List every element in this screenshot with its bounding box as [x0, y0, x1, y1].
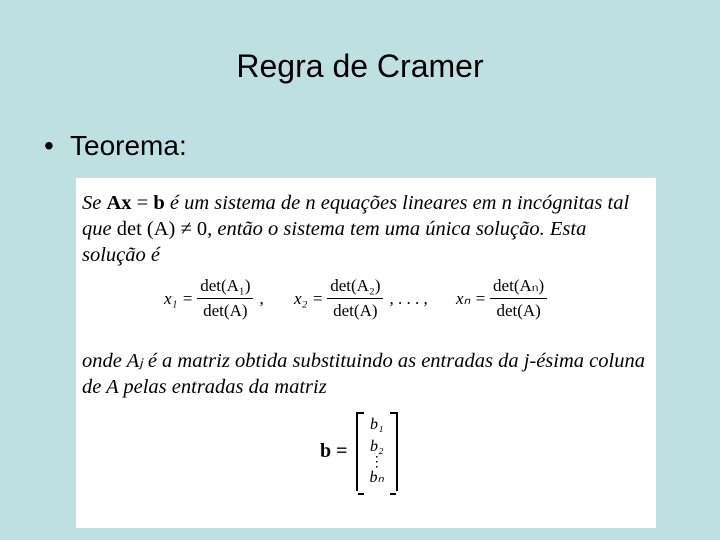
symbol-b: b	[153, 192, 165, 214]
bullet-item	[44, 130, 187, 162]
fraction-x2-numerator: det(A₂)	[327, 276, 383, 299]
vector-entry-b1: b₁	[369, 416, 384, 433]
fraction-xn	[490, 276, 547, 321]
vector-b	[320, 412, 398, 491]
fraction-x1-denominator: det(A)	[203, 301, 248, 320]
formula-x2	[294, 276, 428, 321]
text-solution-intro: , então o sistema tem uma única solução. Esta solução é	[82, 218, 587, 266]
symbol-equals: =	[131, 192, 154, 214]
bullet-text: Teorema:	[70, 130, 187, 161]
column-vector	[356, 412, 398, 491]
condition-det: det (A) ≠ 0	[116, 218, 208, 240]
fraction-xn-denominator: det(A)	[496, 301, 541, 320]
fraction-x1-numerator: det(A₁)	[197, 276, 253, 299]
fraction-x2-denominator: det(A)	[333, 301, 378, 320]
symbol-Ax: Ax	[106, 192, 132, 214]
vector-entry-bn: bₙ	[369, 469, 384, 486]
vector-entry-b2: b₂	[369, 438, 384, 455]
formula-x1	[164, 276, 264, 321]
vector-vdots: ⋮	[369, 455, 384, 470]
formula-x1-lhs: x₁ =	[164, 288, 194, 308]
fraction-x2	[327, 276, 383, 321]
text-se: Se	[82, 192, 107, 214]
separator-comma: ,	[259, 288, 264, 308]
theorem-image	[76, 178, 656, 528]
bullet-marker: •	[44, 130, 54, 161]
ellipsis-separator: , . . . ,	[389, 288, 428, 308]
theorem-statement	[82, 190, 648, 268]
slide-title: Regra de Cramer	[236, 48, 484, 84]
formula-xn-lhs: xₙ =	[456, 288, 487, 308]
fraction-xn-numerator: det(Aₙ)	[490, 276, 547, 299]
cramer-formulas	[82, 276, 648, 348]
fraction-x1	[197, 276, 253, 321]
text-statement: é um sistema de n equações lineares em n incógnitas tal que	[82, 192, 630, 240]
formula-xn	[456, 276, 551, 321]
theorem-explanation: onde Aⱼ é a matriz obtida substituindo as entradas da j-ésima coluna de A pelas entradas da matriz	[82, 350, 645, 398]
formula-x2-lhs: x₂ =	[294, 288, 324, 308]
vector-b-lhs: b =	[320, 440, 348, 462]
